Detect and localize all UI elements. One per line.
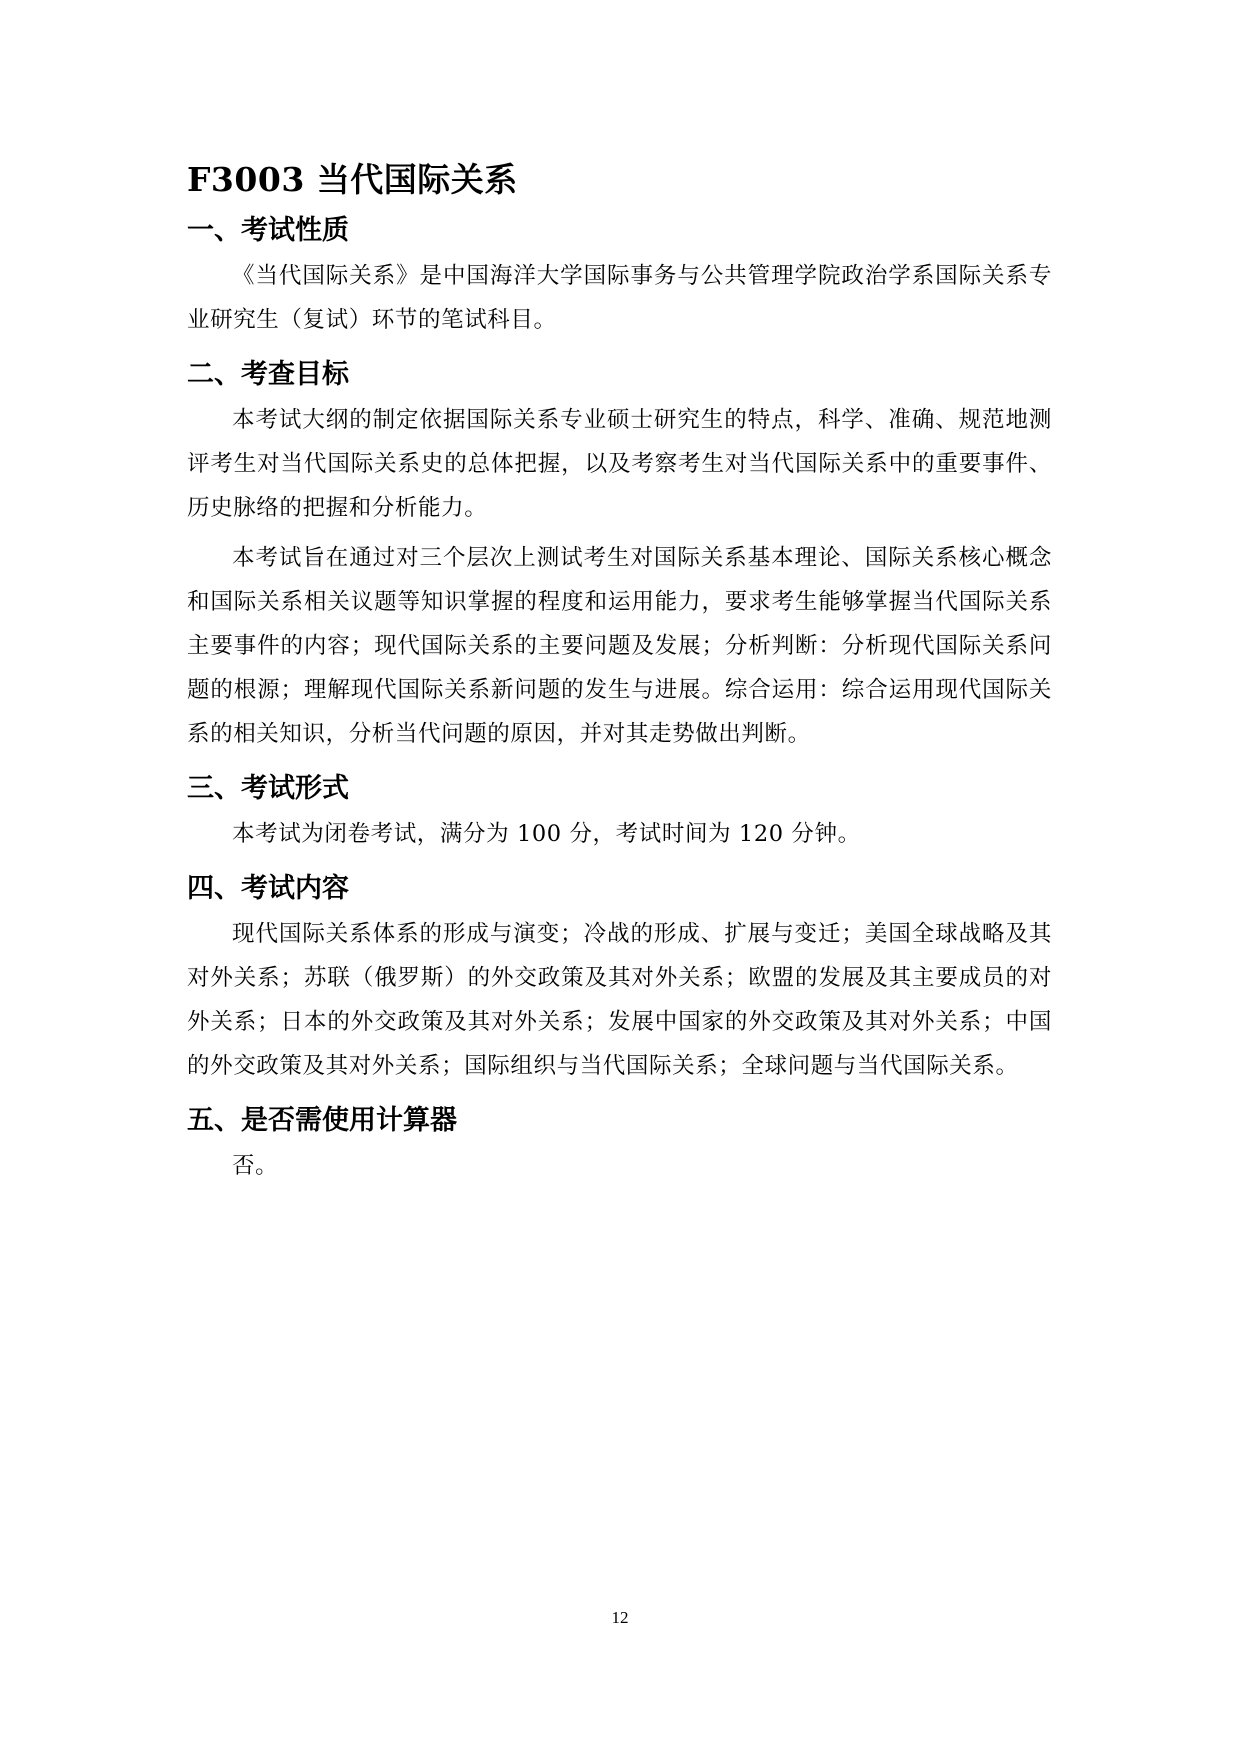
section-heading: 三、考试形式 (187, 773, 349, 804)
section-heading: 五、是否需使用计算器 (187, 1105, 457, 1136)
section-heading: 一、考试性质 (187, 215, 349, 246)
section-heading: 二、考查目标 (187, 359, 349, 390)
document-title: F3003 当代国际关系 (187, 160, 518, 199)
section-exam-objectives (187, 352, 1052, 756)
section-calculator (187, 1098, 1052, 1188)
document-body (187, 154, 1052, 1188)
section-paragraph: 现代国际关系体系的形成与演变；冷战的形成、扩展与变迁；美国全球战略及其对外关系；苏联（俄罗斯）的外交政策及其对外关系；欧盟的发展及其主要成员的对外关系；日本的外交政策及其对外关系；发展中国家的外交政策及其对外关系；中国的外交政策及其对外关系；国际组织与当代国际关系；全球问题与当代国际关系。 (187, 921, 1052, 1079)
section-paragraph: 本考试大纲的制定依据国际关系专业硕士研究生的特点，科学、准确、规范地测评考生对当代国际关系史的总体把握，以及考察考生对当代国际关系中的重要事件、历史脉络的把握和分析能力。 (187, 407, 1052, 521)
section-paragraph: 本考试为闭卷考试，满分为 100 分，考试时间为 120 分钟。 (232, 821, 861, 847)
section-heading: 四、考试内容 (187, 873, 349, 904)
page-number: 12 (611, 1608, 629, 1627)
section-exam-content (187, 866, 1052, 1088)
section-paragraph: 《当代国际关系》是中国海洋大学国际事务与公共管理学院政治学系国际关系专业研究生（复试）环节的笔试科目。 (187, 263, 1052, 333)
section-paragraph: 否。 (232, 1153, 279, 1179)
section-exam-format (187, 766, 1052, 856)
section-paragraph: 本考试旨在通过对三个层次上测试考生对国际关系基本理论、国际关系核心概念和国际关系相关议题等知识掌握的程度和运用能力，要求考生能够掌握当代国际关系主要事件的内容；现代国际关系的主要问题及发展；分析判断：分析现代国际关系问题的根源；理解现代国际关系新问题的发生与进展。综合运用：综合运用现代国际关系的相关知识，分析当代问题的原因，并对其走势做出判断。 (187, 545, 1052, 747)
section-exam-nature (187, 208, 1052, 342)
